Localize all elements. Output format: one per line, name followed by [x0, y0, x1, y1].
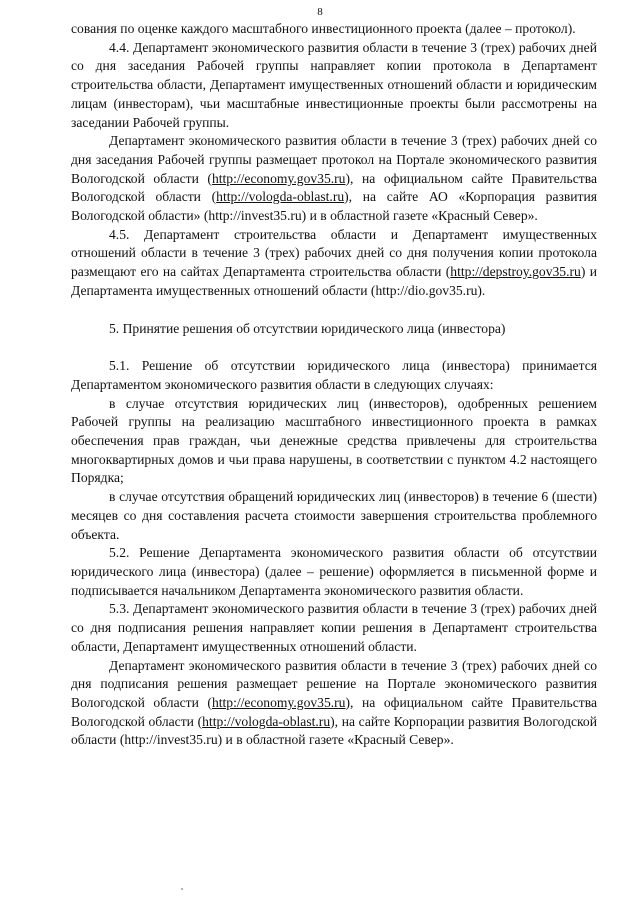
- section-5-heading: 5. Принятие решения об отсутствии юридического лица (инвестора): [109, 320, 506, 336]
- text-segment: ), на сайте АО «Корпорация развития Вологодской области» (http://invest35.ru) и в областной газете «Красный Север».: [71, 189, 598, 224]
- paragraph-5-2: 5.2. Решение Департамента экономического развития области об отсутствии юридического лица (инвестора) (далее – решение) оформляется в письменной форме и подписывается начальником Департамента экономического развития области.: [71, 545, 597, 598]
- text-segment: ), на официальном сайте Правительства Вологодской области (: [71, 170, 597, 205]
- paragraph-5-3-publication: [71, 657, 597, 751]
- vologda-oblast-link[interactable]: http://vologda-oblast.ru: [216, 189, 345, 205]
- text-segment: ), на официальном сайте Правительства Вологодской области (: [71, 694, 597, 729]
- paragraph-5-1-case-1: в случае отсутствия юридических лиц (инвесторов), одобренных решением Рабочей группы на реализацию масштабного инвестиционного проекта в рамках обеспечения прав граждан, чьи денежные средства привлечены для строительства многоквартирных домов и чьи права нарушены, в соответствии с пунктом 4.2 настоящего Порядка;: [71, 395, 597, 486]
- paragraph-protocol-continuation: сования по оценке каждого масштабного инвестиционного проекта (далее – протокол).: [71, 21, 576, 36]
- paragraph-5-1-case-2: в случае отсутствия обращений юридических лиц (инвесторов) в течение 6 (шести) месяцев со дня составления расчета стоимости завершения строительства проблемного объекта.: [71, 489, 597, 542]
- economy-portal-link[interactable]: http://economy.gov35.ru: [211, 694, 346, 710]
- text-segment: ) и Департамента имущественных отношений области (http://dio.gov35.ru).: [71, 264, 597, 298]
- paragraph-4-4: 4.4. Департамент экономического развития области в течение 3 (трех) рабочих дней со дня заседания Рабочей группы направляет копии протокола в Департамент строительства области, Департамент имущественных отношений области и юридическим лицам (инвесторам), чьи масштабные инвестиционные проекты были рассмотрены на заседании Рабочей группы.: [71, 39, 597, 130]
- vologda-oblast-link[interactable]: http://vologda-oblast.ru: [202, 713, 331, 729]
- page-number: 8: [317, 6, 323, 18]
- paragraph-5-3: 5.3. Департамент экономического развития области в течение 3 (трех) рабочих дней со дня подписания решения направляет копии решения в Департамент строительства области, Департамент имущественных отношений области.: [71, 601, 597, 654]
- text-segment: ), на сайте Корпорации развития Вологодской области (http://invest35.ru) и в областной газете «Красный Север».: [71, 713, 598, 748]
- text-segment: Департамент экономического развития области в течение 3 (трех) рабочих дней со дня подписания решения размещает решение на Портале экономического развития Вологодской области (: [71, 657, 597, 710]
- text-segment: 4.5. Департамент строительства области и Департамент имущественных отношений области в течение 3 (трех) рабочих дней со дня получения копии протокола размещают его на сайтах Департамента строительства области (: [71, 226, 597, 280]
- paragraph-5-1: 5.1. Решение об отсутствии юридического лица (инвестора) принимается Департаментом экономического развития области в следующих случаях:: [71, 358, 597, 392]
- text-segment: Департамент экономического развития области в течение 3 (трех) рабочих дней со дня заседания Рабочей группы размещает протокол на Портале экономического развития Вологодской области (: [71, 133, 597, 186]
- paragraph-4-5: [71, 226, 597, 301]
- paragraph-4-4-publication: [71, 132, 597, 226]
- economy-portal-link[interactable]: http://economy.gov35.ru: [211, 170, 346, 186]
- scan-speck: [181, 888, 183, 890]
- depstroy-link[interactable]: http://depstroy.gov35.ru: [450, 264, 581, 280]
- document-body: [71, 20, 597, 750]
